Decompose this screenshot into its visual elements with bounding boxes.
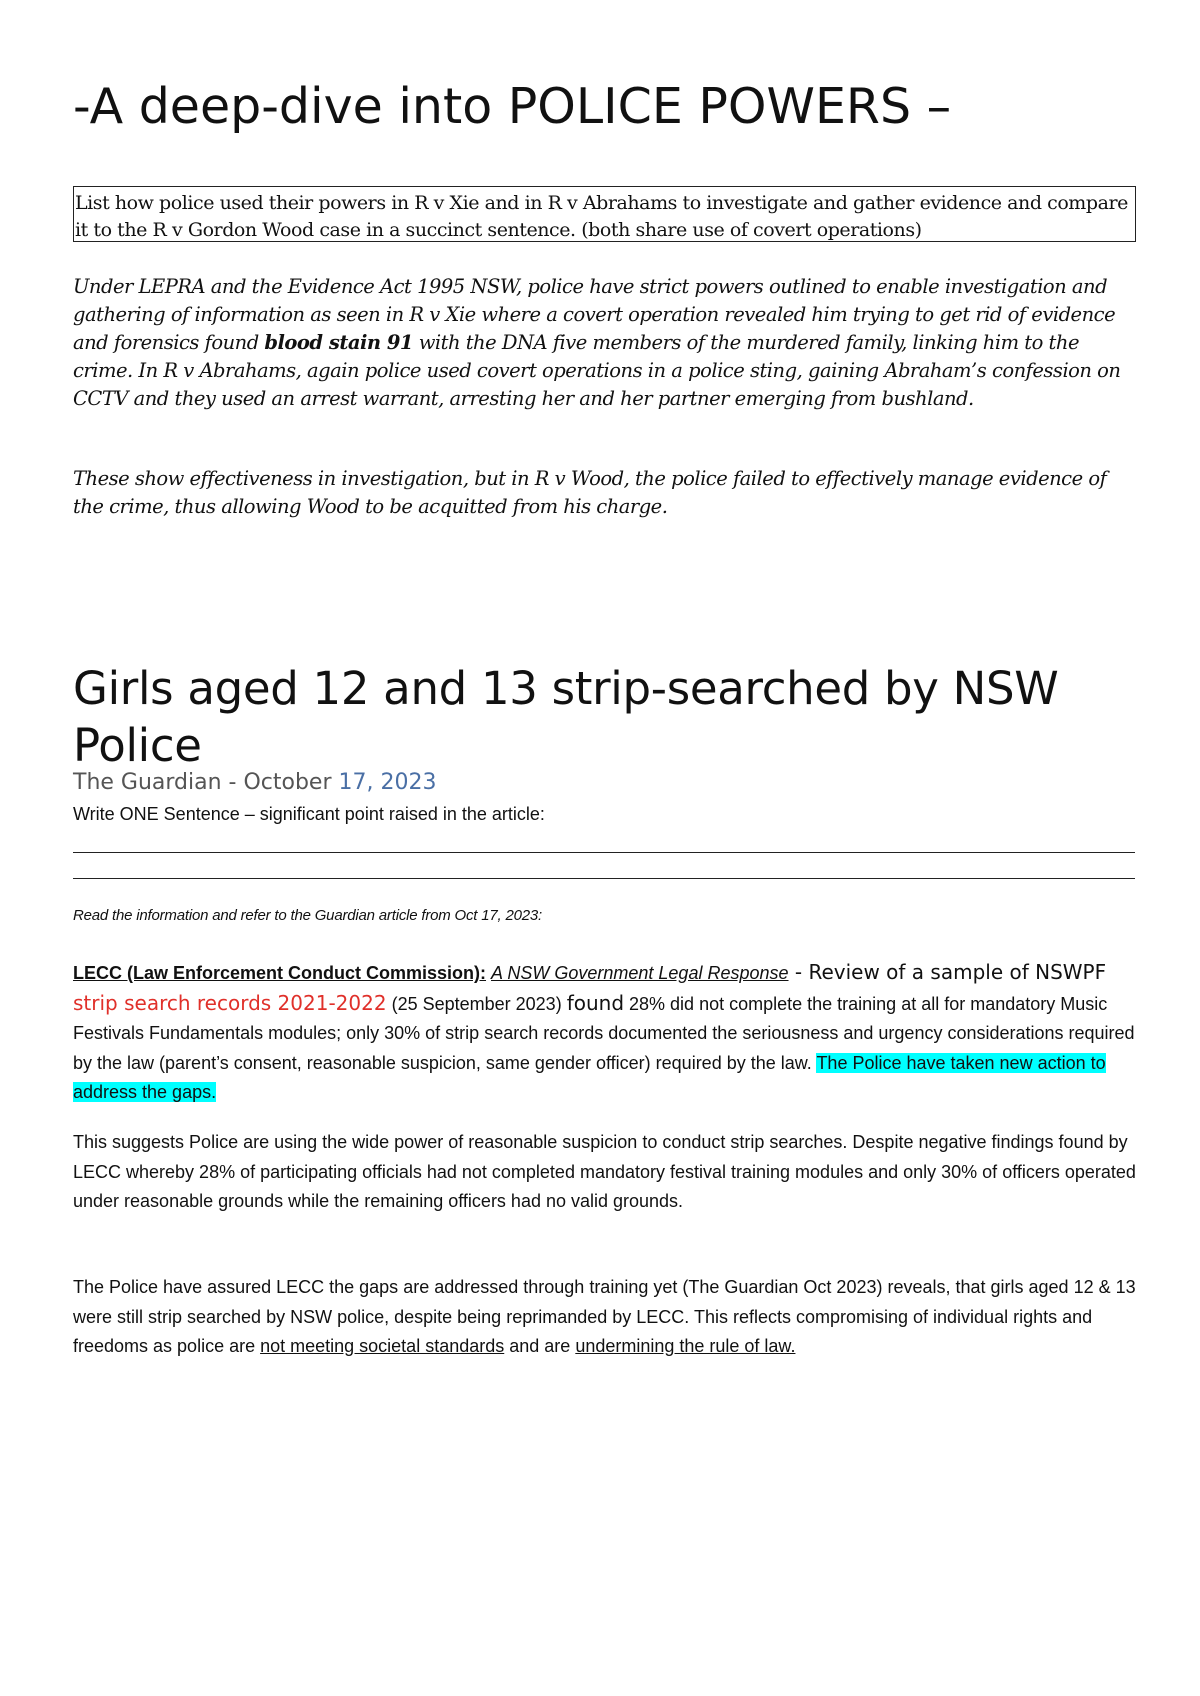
answer-line-2[interactable] xyxy=(73,878,1135,879)
analysis-paragraph-1: This suggests Police are using the wide power of reasonable suspicion to conduct strip searches. Despite negative findings found by LECC whereby 28% of participating officials had not completed mandatory festival training modules and only 30% of officers operated under reasonable grounds while the remaining officers had no valid grounds. xyxy=(73,1132,1136,1211)
answer-bold-term: blood stain 91 xyxy=(264,331,413,354)
analysis-paragraph-2 xyxy=(73,1273,1137,1362)
lecc-paragraph xyxy=(73,958,1137,1108)
answer-paragraph-2: These show effectiveness in investigation, but in R v Wood, the police failed to effectively manage evidence of the crime, thus allowing Wood to be acquitted from his charge. xyxy=(73,467,1107,518)
article-source xyxy=(73,770,436,795)
lecc-found: found xyxy=(566,990,625,1015)
lecc-date: (25 September 2023) xyxy=(386,993,567,1014)
lecc-records: strip search records 2021-2022 xyxy=(73,990,387,1015)
answer-line-1[interactable] xyxy=(73,852,1135,853)
sentence-prompt: Write ONE Sentence – significant point raised in the article: xyxy=(73,804,545,824)
analysis-text: and are xyxy=(504,1336,576,1356)
lecc-dash: - xyxy=(788,960,809,984)
source-date: 17, 2023 xyxy=(338,770,437,795)
lecc-review: Review of a sample of NSWPF xyxy=(808,960,1107,984)
source-prefix: The Guardian - October xyxy=(73,770,339,795)
answer-text: Under LEPRA and the Evidence Act 1995 NSW, police have strict powers outlined to enable investigation and gathering of information as seen in R v Xie where a covert operation revealed him trying to get rid of evidence and forensics found xyxy=(73,275,1116,354)
underlined-phrase-2: undermining the rule of law. xyxy=(575,1336,796,1356)
lecc-rest: 28% did not complete the training at all for mandatory Music Festivals Fundamentals modules; only 30% of strip search records documented the seriousness and urgency considerations required by the law (parent’s consent, reasonable suspicion, same gender officer) required by the law. xyxy=(73,993,1135,1073)
analysis-text: The Police have assured LECC the gaps are addressed through training yet (The Guardian Oct 2023) reveals, that girls aged 12 & 13 were still strip searched by NSW police, despite being reprimanded by LECC. This reflects compromising of individual rights and freedoms as police are xyxy=(73,1277,1136,1356)
answer-paragraph-1 xyxy=(73,273,1135,413)
answer-text: with the DNA five members of the murdered family, linking him to the crime. In R v Abrahams, again police used covert operations in a police sting, gaining Abraham’s confession on CCTV and they used an arrest warrant, arresting her and her partner emerging from bushland. xyxy=(73,331,1121,410)
lecc-name: LECC (Law Enforcement Conduct Commission): xyxy=(73,963,487,983)
task-box: List how police used their powers in R v Xie and in R v Abrahams to investigate and gather evidence and compare it to the R v Gordon Wood case in a succinct sentence. (both share use of covert operations) xyxy=(73,186,1136,242)
reading-note: Read the information and refer to the Guardian article from Oct 17, 2023: xyxy=(73,907,542,924)
article-headline: Girls aged 12 and 13 strip-searched by NSW Police xyxy=(73,662,1059,772)
page-title: -A deep-dive into POLICE POWERS – xyxy=(73,78,952,135)
lecc-highlight: The Police have taken new action to address the gaps. xyxy=(73,1052,1106,1102)
underlined-phrase-1: not meeting societal standards xyxy=(260,1336,505,1356)
lecc-legal-response: A NSW Government Legal Response xyxy=(491,963,789,983)
